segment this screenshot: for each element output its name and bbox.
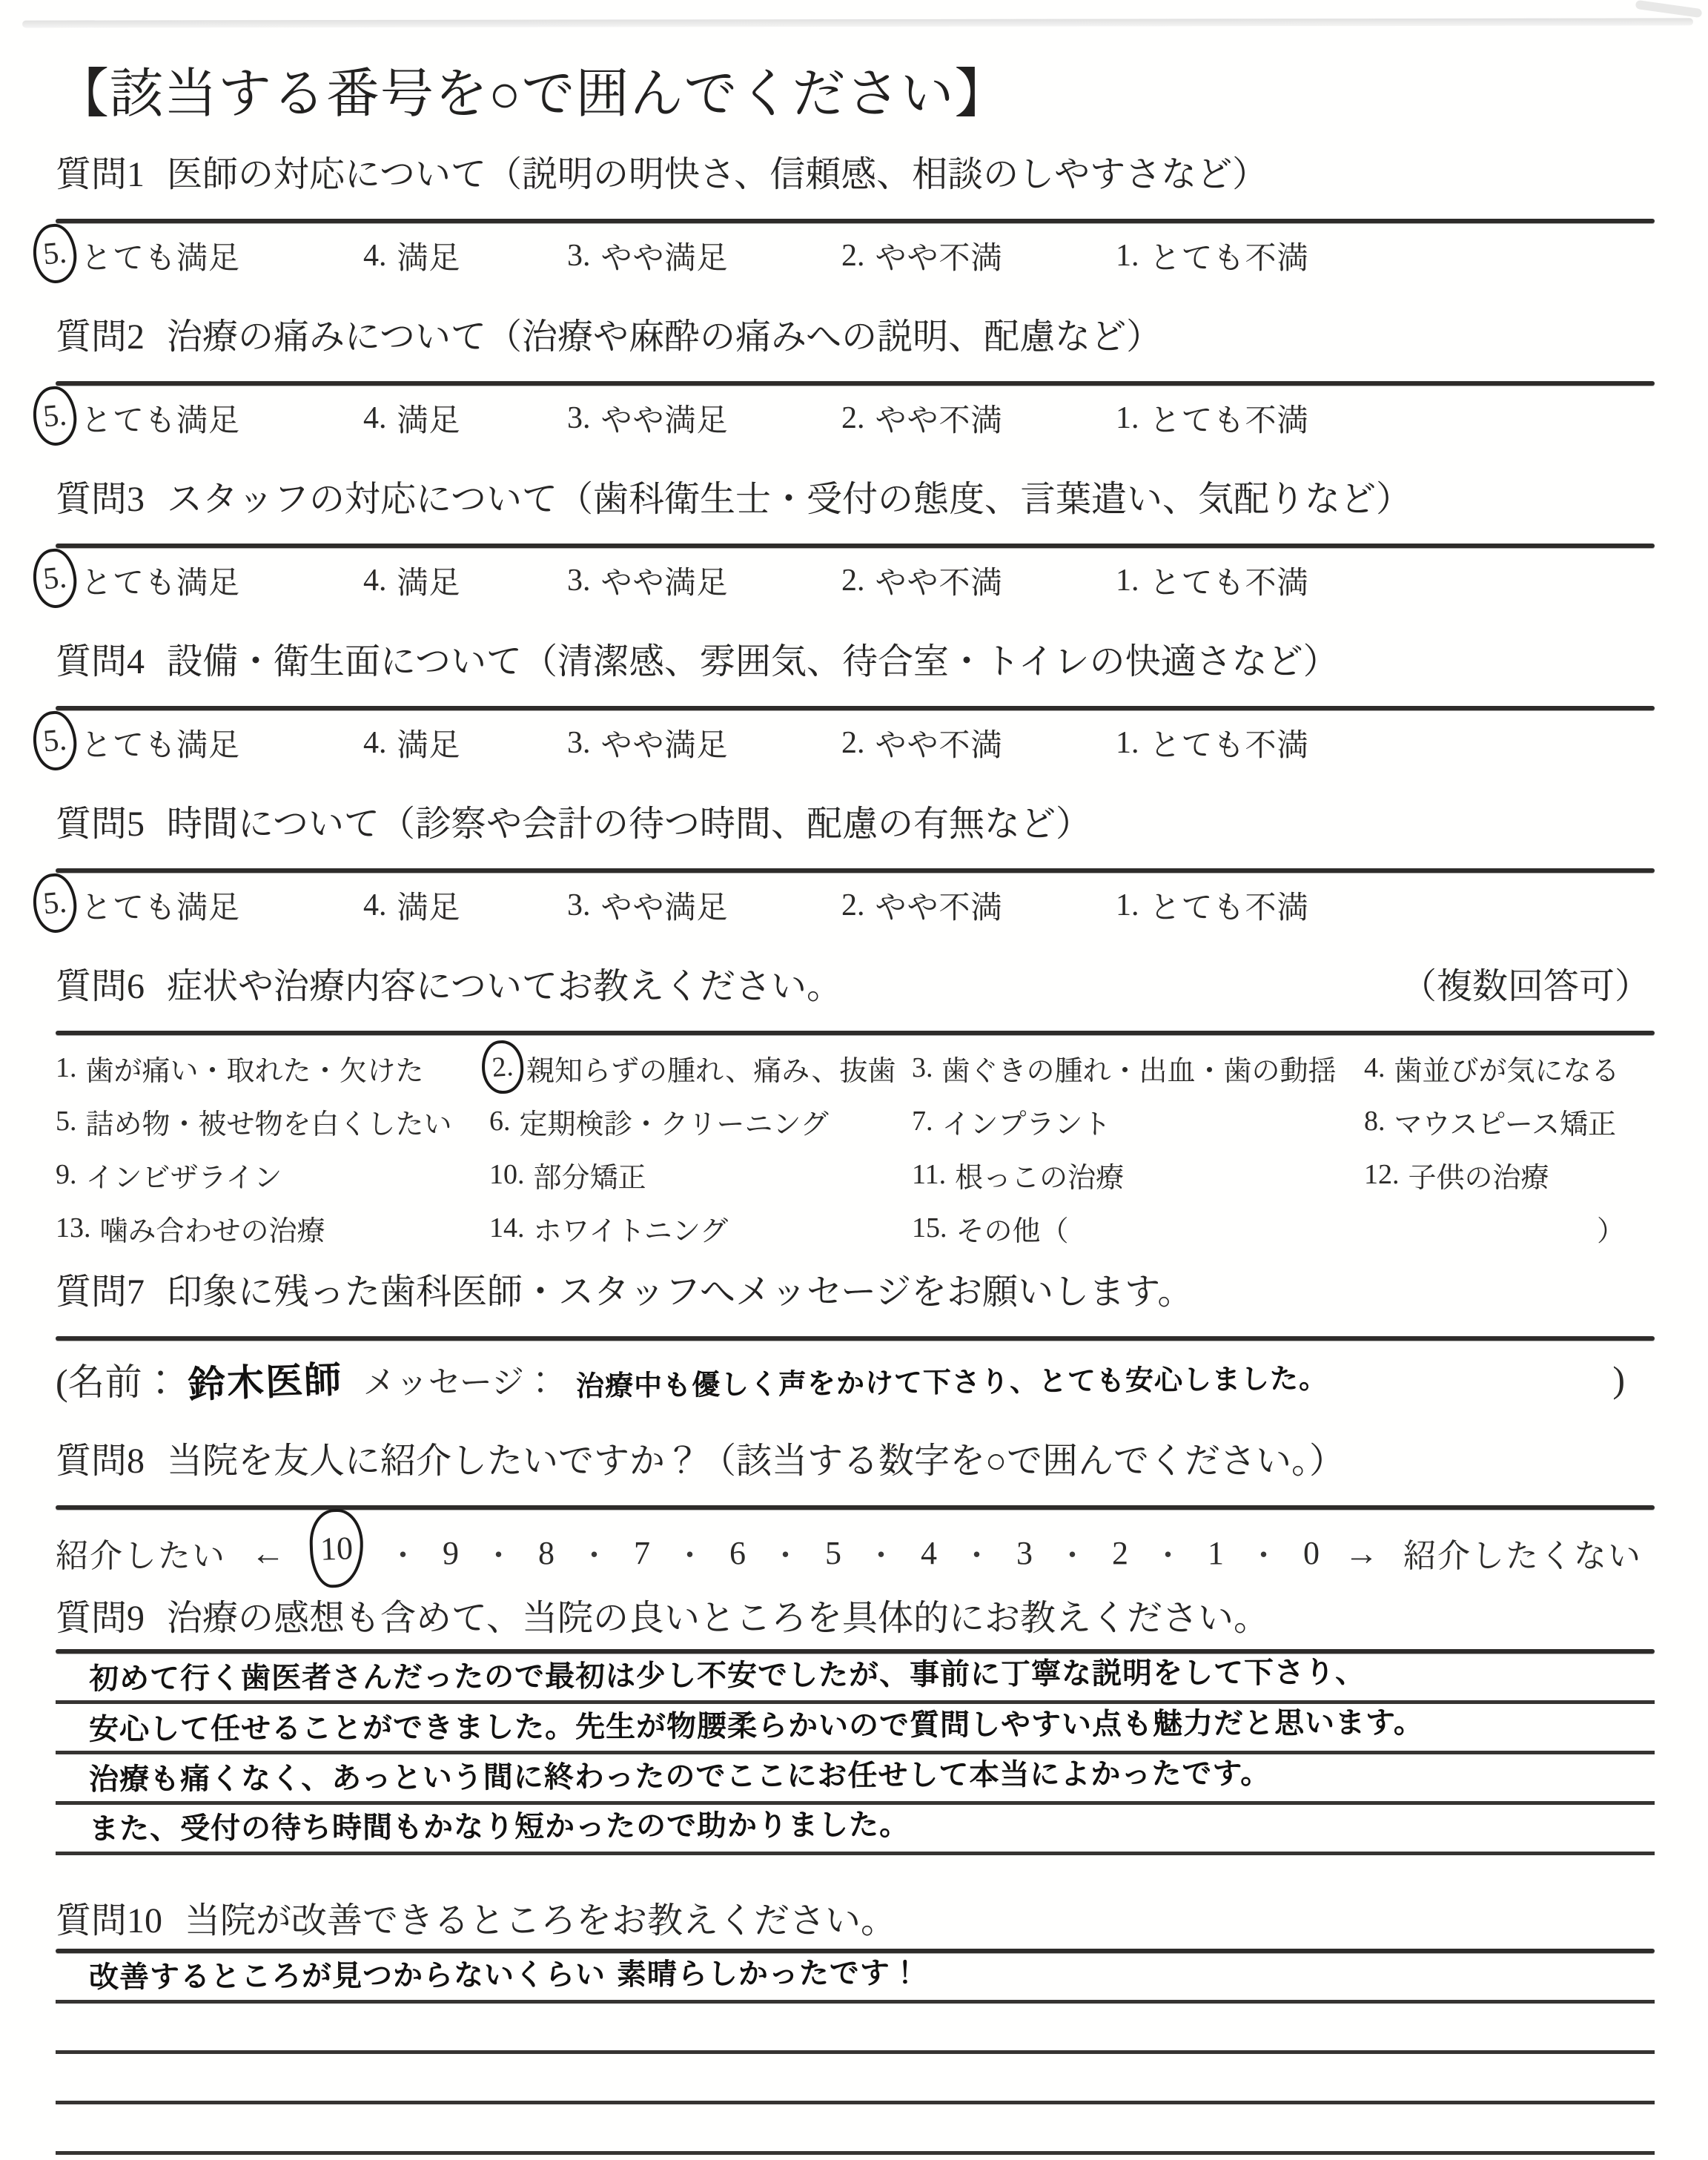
question-number: 質問6: [56, 967, 145, 1007]
rating-label: とても満足: [81, 891, 241, 926]
option-number: 6.: [489, 1106, 511, 1137]
question-9-heading: [56, 1596, 1655, 1642]
handwritten-selection-circle: [308, 1508, 365, 1588]
option-number: 13.: [56, 1212, 91, 1244]
rating-option-3: [567, 883, 841, 928]
rating-option-4: [363, 721, 567, 765]
rating-number: 2.: [841, 726, 865, 761]
handwritten-message: 治療中も優しく声をかけて下さり、とても安心しました。: [575, 1361, 1328, 1402]
question-title: 印象に残った歯科医師・スタッフへメッセージをお願いします。: [167, 1272, 1194, 1312]
scale-separator: ・: [1057, 1538, 1088, 1572]
rating-label: やや不満: [875, 404, 1003, 439]
divider-rule: [56, 544, 1655, 548]
question-3-heading: [56, 477, 1655, 523]
rating-option-5-selected: [42, 234, 363, 278]
question-title: 時間について（診察や会計の待つ時間、配慮の有無など）: [167, 805, 1092, 845]
question-title: 症状や治療内容についてお教えください。: [167, 967, 843, 1007]
question-title: 治療の感想も含めて、当院の良いところを具体的にお教えください。: [167, 1599, 1270, 1639]
rating-option-4: [363, 234, 567, 278]
handwritten-answer-line: 安心して任せることができました。先生が物腰柔らかいので質問しやすい点も魅力だと思います。: [88, 1705, 1424, 1747]
scale-number-2: 2: [1112, 1534, 1128, 1571]
question-number: 質問8: [56, 1441, 145, 1482]
rating-label: 満足: [397, 729, 461, 764]
rating-label: とても不満: [1149, 729, 1309, 764]
rating-option-5-selected: [42, 396, 363, 440]
rating-option-2: [841, 558, 1116, 603]
rating-option-1: [1116, 558, 1655, 603]
question-title: 治療の痛みについて（治療や麻酔の痛みへの説明、配慮など）: [167, 317, 1162, 357]
question-4-heading: [56, 639, 1655, 685]
multiple-answers-note: （複数回答可）: [1400, 967, 1650, 1007]
option-number: 4.: [1364, 1052, 1386, 1084]
rating-number: 1.: [1116, 239, 1139, 274]
rating-option-1: [1116, 721, 1655, 765]
option-label: 歯並びが気になる: [1394, 1055, 1620, 1087]
rating-label: とても不満: [1149, 242, 1309, 277]
scan-corner-artifact: [1635, 0, 1703, 18]
question-1-heading: [56, 152, 1655, 198]
question-8-section: [56, 1439, 1655, 1584]
message-field-label: メッセージ：: [363, 1364, 557, 1401]
rating-option-5-selected: [42, 721, 363, 765]
rating-number: 1.: [1116, 888, 1139, 923]
question-title: 当院を友人に紹介したいですか？（該当する数字を○で囲んでください。）: [167, 1441, 1345, 1482]
rating-row-q4: [42, 721, 1655, 764]
free-answer-area: [56, 1953, 1655, 2155]
rating-number: 5.: [42, 235, 68, 272]
question-number: 質問7: [56, 1272, 145, 1312]
free-answer-area: [56, 1654, 1655, 1855]
question-title: スタッフの対応について（歯科衛生士・受付の態度、言葉遣い、気配りなど）: [167, 480, 1412, 520]
question-7-section: [56, 1269, 1655, 1407]
question-4-section: [42, 639, 1655, 764]
question-title: 医師の対応について（説明の明快さ、信頼感、相談のしやすさなど）: [167, 155, 1268, 195]
option-number: 3.: [912, 1052, 933, 1084]
question-3-section: [42, 477, 1655, 601]
rating-label: やや満足: [600, 404, 729, 439]
option-label: ホワイトニング: [533, 1215, 729, 1247]
recommend-scale-row: [56, 1522, 1642, 1584]
rating-option-1: [1116, 396, 1655, 440]
name-field-label: (名前：: [56, 1361, 179, 1404]
q6-option-15-other: [912, 1201, 1364, 1255]
rating-label: とても満足: [81, 404, 241, 439]
option-label: マウスピース矯正: [1394, 1109, 1616, 1140]
option-label: 部分矯正: [533, 1162, 646, 1194]
rating-option-2: [841, 234, 1116, 278]
rating-label: 満足: [397, 567, 461, 601]
rating-option-5-selected: [42, 883, 363, 928]
scale-number-8: 8: [538, 1534, 555, 1571]
scan-edge-artifact: [22, 18, 1693, 27]
rating-label: やや満足: [600, 891, 729, 926]
rating-option-3: [567, 396, 841, 440]
rating-number: 2.: [841, 564, 865, 598]
divider-rule: [56, 1031, 1655, 1035]
question-number: 質問10: [56, 1901, 163, 1941]
question-8-heading: [56, 1439, 1655, 1484]
scale-number-6: 6: [729, 1534, 746, 1571]
rating-number: 1.: [1116, 401, 1139, 436]
scale-separator: ・: [388, 1538, 418, 1572]
rating-option-3: [567, 558, 841, 603]
scale-number-0: 0: [1303, 1534, 1320, 1571]
rating-label: とても不満: [1149, 404, 1309, 439]
scale-separator: ・: [579, 1538, 609, 1572]
scale-separator: ・: [483, 1538, 514, 1572]
rating-label: とても不満: [1149, 567, 1309, 601]
message-answer-row: [56, 1351, 1655, 1407]
option-number: 7.: [912, 1106, 933, 1137]
option-number: 1.: [56, 1052, 77, 1084]
ruled-line: [56, 1654, 1655, 1704]
option-label: インプラント: [941, 1109, 1111, 1140]
rating-option-2: [841, 396, 1116, 440]
rating-number: 4.: [363, 239, 387, 274]
q6-other-close-paren: [1597, 1201, 1625, 1255]
ruled-line: [56, 1953, 1655, 2004]
handwritten-answer-line: 初めて行く歯医者さんだったので最初は少し不安でしたが、事前に丁寧な説明をして下さり、: [88, 1655, 1366, 1697]
q6-option-11: [912, 1148, 1364, 1201]
ruled-line: [56, 2104, 1655, 2155]
rating-label: 満足: [397, 891, 461, 926]
option-label: 定期検診・クリーニング: [519, 1109, 829, 1140]
question-number: 質問9: [56, 1599, 145, 1639]
handwritten-selection-circle: [31, 385, 79, 448]
question-10-section: [56, 1898, 1655, 2155]
scale-separator: ・: [770, 1538, 801, 1572]
rating-number: 5.: [42, 722, 68, 759]
rating-number: 3.: [567, 726, 591, 761]
option-label: その他（: [956, 1215, 1069, 1247]
question-5-section: [42, 802, 1655, 926]
question-number: 質問2: [56, 317, 145, 357]
handwritten-answer-line: 治療も痛くなく、あっという間に終わったのでここにお任せして本当によかったです。: [88, 1757, 1271, 1797]
scale-right-label: 紹介したくない: [1403, 1538, 1642, 1575]
q6-option-3: [912, 1041, 1364, 1094]
ruled-line: [56, 2004, 1655, 2054]
rating-number: 1.: [1116, 564, 1139, 598]
rating-label: とても満足: [81, 729, 241, 764]
question-number: 質問5: [56, 805, 145, 845]
rating-number: 4.: [363, 564, 387, 598]
rating-number: 1.: [1116, 726, 1139, 761]
scale-number-1: 1: [1208, 1534, 1224, 1571]
rating-option-3: [567, 721, 841, 765]
q6-option-4: [1364, 1041, 1655, 1094]
q6-option-6: [489, 1094, 912, 1148]
rating-option-3: [567, 234, 841, 278]
scale-separator: ・: [866, 1538, 896, 1572]
handwritten-selection-circle: [31, 547, 79, 610]
rating-row-q3: [42, 558, 1655, 601]
rating-label: やや満足: [600, 729, 729, 764]
rating-option-2: [841, 721, 1116, 765]
q6-option-1: [56, 1041, 489, 1094]
question-6-heading: [56, 964, 1655, 1010]
question-title: 設備・衛生面について（清潔感、雰囲気、待合室・トイレの快適さなど）: [167, 642, 1339, 682]
rating-number: 3.: [567, 239, 591, 274]
option-label: 詰め物・被せ物を白くしたい: [85, 1109, 452, 1140]
scale-number-4: 4: [921, 1534, 937, 1571]
option-number: 15.: [912, 1212, 947, 1244]
divider-rule: [56, 219, 1655, 223]
rating-option-1: [1116, 883, 1655, 928]
q6-option-14: [489, 1201, 912, 1255]
question-number: 質問4: [56, 642, 145, 682]
question-9-section: [56, 1596, 1655, 1855]
option-label: 子供の治療: [1408, 1162, 1549, 1194]
rating-option-2: [841, 883, 1116, 928]
rating-option-4: [363, 883, 567, 928]
handwritten-selection-circle: [31, 872, 79, 935]
rating-row-q5: [42, 883, 1655, 926]
scale-number-10: 10: [320, 1529, 354, 1568]
scale-separator: ・: [1248, 1538, 1279, 1572]
rating-number: 4.: [363, 401, 387, 436]
rating-label: 満足: [397, 242, 461, 277]
divider-rule: [56, 706, 1655, 710]
right-arrow-icon: →: [1344, 1533, 1379, 1572]
divider-rule: [56, 1505, 1655, 1510]
divider-rule: [56, 381, 1655, 386]
scale-number-9: 9: [443, 1534, 459, 1571]
close-paren-glyph: ）: [1596, 1215, 1625, 1247]
rating-label: とても満足: [81, 567, 241, 601]
question-7-heading: [56, 1269, 1655, 1315]
option-number: 5.: [56, 1106, 77, 1137]
question-2-heading: [56, 314, 1655, 360]
rating-row-q1: [42, 234, 1655, 277]
ruled-line: [56, 1754, 1655, 1805]
scale-separator: ・: [1153, 1538, 1183, 1572]
option-label: 噛み合わせの治療: [99, 1215, 325, 1247]
rating-label: 満足: [397, 404, 461, 439]
rating-label: とても満足: [81, 242, 241, 277]
ruled-line: [56, 1704, 1655, 1754]
rating-number: 3.: [567, 888, 591, 923]
option-label: 歯が痛い・取れた・欠けた: [85, 1055, 424, 1087]
rating-number: 3.: [567, 564, 591, 598]
q6-option-7: [912, 1094, 1364, 1148]
rating-number: 5.: [42, 560, 68, 597]
ruled-line: [56, 2054, 1655, 2104]
q6-option-10: [489, 1148, 912, 1201]
rating-option-4: [363, 558, 567, 603]
rating-label: やや不満: [875, 891, 1003, 926]
q6-option-13: [56, 1201, 489, 1255]
handwritten-selection-circle: [31, 710, 79, 773]
option-label: インビザライン: [85, 1162, 282, 1194]
rating-number: 3.: [567, 401, 591, 436]
scale-number-3: 3: [1016, 1534, 1033, 1571]
rating-row-q2: [42, 396, 1655, 439]
handwritten-doctor-name: 鈴木医師: [187, 1358, 343, 1407]
rating-label: やや不満: [875, 242, 1003, 277]
scale-number-7: 7: [634, 1534, 650, 1571]
scale-left-label: 紹介したい: [56, 1538, 226, 1575]
left-arrow-icon: ←: [251, 1533, 285, 1572]
page-title: 【該当する番号を○で囲んでください】: [56, 65, 1009, 124]
rating-number: 5.: [42, 397, 68, 435]
rating-label: とても不満: [1149, 891, 1309, 926]
handwritten-answer-line: 改善するところが見つからないくらい 素晴らしかったです！: [88, 1956, 921, 1995]
question-number: 質問1: [56, 155, 145, 195]
q6-option-5: [56, 1094, 489, 1148]
handwritten-selection-circle: [31, 222, 79, 285]
rating-option-1: [1116, 234, 1655, 278]
question-2-section: [42, 314, 1655, 439]
question-6-section: [56, 964, 1655, 1255]
option-number: 9.: [56, 1159, 77, 1191]
question-5-heading: [56, 802, 1655, 848]
option-number: 14.: [489, 1212, 525, 1244]
rating-number: 5.: [42, 885, 68, 922]
question-title: 当院が改善できるところをお教えください。: [185, 1901, 897, 1941]
q6-option-2-selected: [489, 1041, 912, 1094]
rating-number: 2.: [841, 239, 865, 274]
option-label: 歯ぐきの腫れ・出血・歯の動揺: [941, 1055, 1337, 1087]
q6-option-12: [1364, 1148, 1655, 1201]
option-number: 11.: [912, 1159, 947, 1191]
option-number: 2.: [491, 1051, 514, 1084]
rating-label: やや不満: [875, 729, 1003, 764]
rating-number: 2.: [841, 888, 865, 923]
scale-separator: ・: [961, 1538, 992, 1572]
divider-rule: [56, 868, 1655, 873]
option-label: 根っこの治療: [955, 1162, 1125, 1194]
close-paren-glyph: ): [1612, 1358, 1625, 1401]
ruled-line: [56, 1805, 1655, 1855]
rating-number: 2.: [841, 401, 865, 436]
rating-label: やや満足: [600, 242, 729, 277]
option-number: 8.: [1364, 1106, 1386, 1137]
divider-rule: [56, 1336, 1655, 1341]
rating-label: やや満足: [600, 567, 729, 601]
rating-number: 4.: [363, 888, 387, 923]
rating-number: 4.: [363, 726, 387, 761]
scale-separator: ・: [675, 1538, 705, 1572]
option-label: 親知らずの腫れ、痛み、抜歯: [526, 1055, 896, 1087]
option-number: 12.: [1364, 1159, 1400, 1191]
question-1-section: [42, 152, 1655, 277]
handwritten-answer-line: また、受付の待ち時間もかなり短かったので助かりました。: [88, 1808, 910, 1847]
rating-option-5-selected: [42, 558, 363, 603]
q6-option-9: [56, 1148, 489, 1201]
q6-option-8: [1364, 1094, 1655, 1148]
question-number: 質問3: [56, 480, 145, 520]
rating-option-4: [363, 396, 567, 440]
scale-number-5: 5: [825, 1534, 841, 1571]
rating-label: やや不満: [875, 567, 1003, 601]
option-number: 10.: [489, 1159, 525, 1191]
question-10-heading: [56, 1898, 1655, 1944]
treatment-options-grid: [56, 1041, 1655, 1255]
